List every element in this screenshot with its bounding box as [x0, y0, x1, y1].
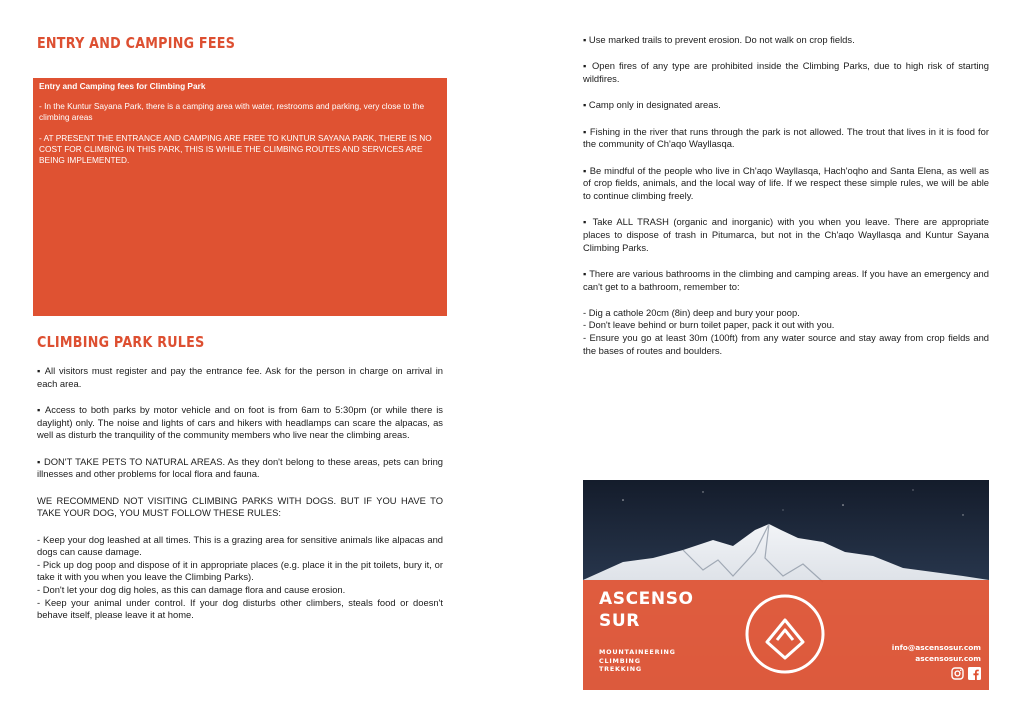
rule-paragraph: ▪ DON'T TAKE PETS TO NATURAL AREAS. As they don't belong to these areas, pets can bring illnesses and other problems for local flora and fauna.	[37, 455, 443, 480]
contact-website[interactable]: ascensosur.com	[915, 654, 981, 663]
bathroom-rule-item: - Ensure you go at least 30m (100ft) from any water source and stay away from crop fields and the bases of routes and boulders.	[583, 332, 989, 356]
dog-rule-item: - Don't let your dog dig holes, as this can damage flora and cause erosion.	[37, 583, 346, 595]
brand-name-line2: SUR	[599, 611, 640, 631]
contact-info	[892, 642, 981, 664]
brand-name-line1: ASCENSO	[599, 589, 694, 609]
services-list	[599, 648, 676, 674]
fees-box-title: Entry and Camping fees for Climbing Park	[39, 81, 206, 91]
rule-paragraph: ▪ Fishing in the river that runs through the park is not allowed. The trout that lives in it is food for the community of Ch'aqo Wayllasqa.	[583, 125, 989, 150]
dog-rule-item: - Keep your animal under control. If your dog disturbs other climbers, steals food or doesn't behave itself, please leave it at home.	[37, 596, 443, 621]
entry-fees-heading: ENTRY AND CAMPING FEES	[37, 34, 236, 52]
ascenso-sur-logo-icon	[743, 592, 827, 676]
bathroom-rule-item: - Dig a cathole 20cm (8in) deep and bury your poop.	[583, 306, 800, 318]
rules-text-right	[583, 34, 989, 357]
facebook-icon[interactable]	[968, 667, 981, 680]
service-item: CLIMBING	[599, 656, 641, 665]
fees-paragraph-free-entry: - AT PRESENT THE ENTRANCE AND CAMPING ARE FREE TO KUNTUR SAYANA PARK, THERE IS NO COST FOR CLIMBING IN THIS PARK, THIS IS WHILE THE CLIMBING ROUTES AND SERVICES ARE BEING IMPLEMENTED.	[39, 133, 432, 165]
climbing-rules-heading: CLIMBING PARK RULES	[37, 333, 205, 351]
rule-paragraph: ▪ Be mindful of the people who live in Ch'aqo Wayllasqa, Hach'oqho and Santa Elena, as well as of crop fields, animals, and the local way of life. If we respect these simple rules, we will be able to continue climbing freely.	[583, 164, 989, 201]
rule-paragraph: ▪ Access to both parks by motor vehicle and on foot is from 6am to 5:30pm (or while there is daylight) only. The noise and lights of cars and hikers with headlamps can scare the alpacas, as well as disturb the tranquility of the community members who live near the climbing areas.	[37, 403, 443, 441]
rule-paragraph: ▪ Camp only in designated areas.	[583, 99, 721, 111]
social-icons	[951, 667, 981, 680]
service-item: MOUNTAINEERING	[599, 648, 676, 656]
rules-text-left	[37, 365, 443, 622]
instagram-icon[interactable]	[951, 667, 964, 680]
contact-email[interactable]: info@ascensosur.com	[891, 643, 981, 652]
fees-info-box	[33, 78, 447, 316]
dog-rule-item: - Keep your dog leashed at all times. This is a grazing area for sensitive animals like alpacas and dogs can cause damage.	[37, 533, 443, 558]
fees-paragraph-camping: - In the Kuntur Sayana Park, there is a camping area with water, restrooms and parking, very close to the climbing areas	[39, 101, 425, 122]
rule-paragraph: ▪ Open fires of any type are prohibited inside the Climbing Parks, due to high risk of starting wildfires.	[583, 60, 989, 84]
rule-paragraph: WE RECOMMEND NOT VISITING CLIMBING PARKS WITH DOGS. BUT IF YOU HAVE TO TAKE YOUR DOG, YOU MUST FOLLOW THESE RULES:	[37, 494, 443, 519]
bathroom-rule-item: - Don't leave behind or burn toilet paper, pack it out with you.	[583, 319, 835, 331]
rule-paragraph: ▪ There are various bathrooms in the climbing and camping areas. If you have an emergency and can't get to a bathroom, remember to:	[583, 267, 989, 292]
dog-rule-item: - Pick up dog poop and dispose of it in appropriate places (e.g. place it in the pit toilets, bury it, or take it with you when you leave the Climbing Parks).	[37, 558, 443, 583]
rule-paragraph: ▪ All visitors must register and pay the entrance fee. Ask for the person in charge on arrival in each area.	[37, 365, 443, 389]
service-item: TREKKING	[599, 665, 642, 674]
ascenso-sur-promo-card	[583, 480, 989, 690]
rule-paragraph: ▪ Take ALL TRASH (organic and inorganic) with you when you leave. There are appropriate places to dispose of trash in Pitumarca, but not in the Ch'aqo Wayllasqa and Kuntur Sayana Climbing Parks.	[583, 216, 989, 253]
rule-paragraph: ▪ Use marked trails to prevent erosion. Do not walk on crop fields.	[583, 34, 855, 45]
brand-name	[599, 588, 694, 632]
